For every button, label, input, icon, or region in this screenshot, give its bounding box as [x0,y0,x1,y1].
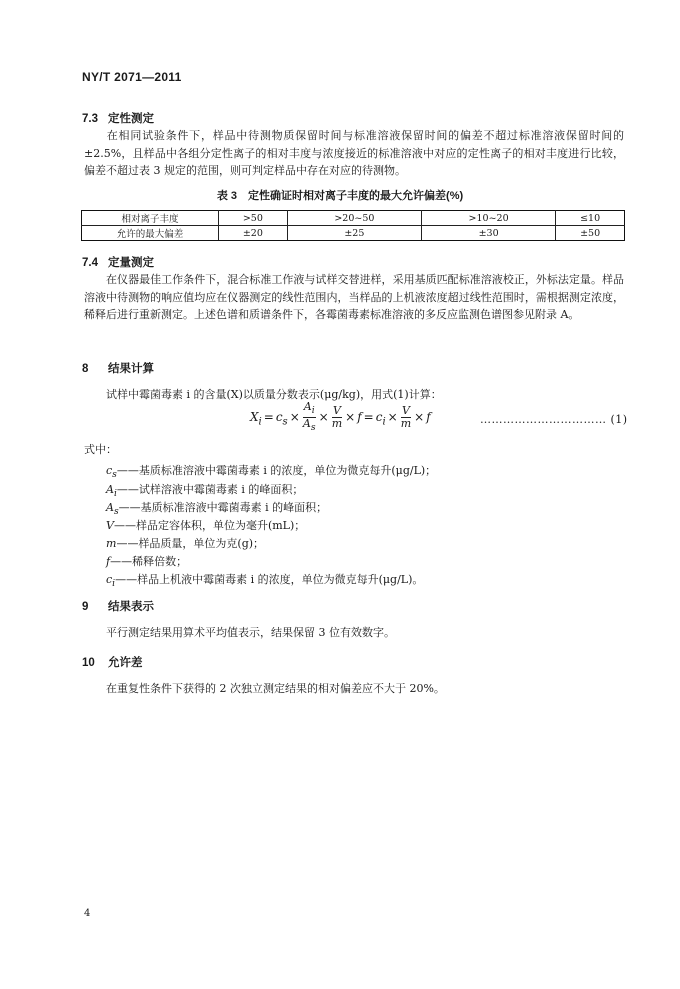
section-7-4-number: 7.4 [82,257,98,269]
legend-item: $A_i——$试样溶液中霉菌毒素 i 的峰面积； [106,483,304,500]
legend-item: $A_s——$基质标准溶液中霉菌毒素 i 的峰面积； [106,501,328,518]
section-7-3-title: 定性测定 [108,113,154,125]
section-10-heading [82,654,143,670]
section-8-title: 结果计算 [108,363,154,375]
legend-item: f——稀释倍数； [106,555,188,568]
legend-item: m——样品质量，单位为克(g)； [106,537,265,550]
table-3 [81,210,625,241]
table-cell: 允许的最大偏差 [82,226,219,241]
section-7-3-text: 在相同试验条件下，样品中待测物质保留时间与标准溶液保留时间的偏差不超过标准溶液保留时间的±2.5%，且样品中各组分定性离子的相对丰度与浓度接近的标准溶液中对应的定性离子的相对丰度进行比较，偏差不超过表 3 规定的范围，则可判定样品中存在对应的待测物。 [84,129,624,177]
legend-item: $c_i——$样品上机液中霉菌毒素 i 的浓度，单位为微克每升(μg/L)。 [106,573,424,590]
legend-desc: ——样品质量，单位为克(g)； [116,537,265,550]
section-9-heading [82,598,154,614]
table-cell: 相对离子丰度 [82,211,219,226]
section-9-title: 结果表示 [108,601,154,613]
page-number: 4 [84,908,91,919]
section-9-text: 平行测定结果用算术平均值表示，结果保留 3 位有效数字。 [106,626,395,639]
section-7-4-title: 定量测定 [108,257,154,269]
table-cell: >10~20 [421,211,555,226]
table-row [82,211,625,226]
standard-number-header: NY/T 2071—2011 [82,70,182,84]
table-cell: >50 [219,211,288,226]
section-7-4-text: 在仪器最佳工作条件下，混合标准工作液与试样交替进样，采用基质匹配标准溶液校正，外标法定量。样品溶液中待测物的响应值均应在仪器测定的线性范围内，当样品的上机液浓度超过线性范围时，需根据测定浓度，稀释后进行重新测定。上述色谱和质谱条件下，各霉菌毒素标准溶液的多反应监测色谱图参见附录 A。 [84,273,624,321]
formula-1: $X_i = c_s$ × $\frac{A_i}{A_s}$ × $\frac{V}{m}$ × $f = c_i$ × $\frac{V}{m}$ × f [250,400,431,434]
section-7-3-number: 7.3 [82,113,98,125]
section-7-4-paragraph [84,271,624,324]
equation-number: …………………………… (1) [480,413,628,426]
legend-desc: ——样品定容体积，单位为毫升(mL)； [113,519,306,532]
legend-desc: ——基质标准溶液中霉菌毒素 i 的浓度，单位为微克每升(μg/L)； [116,464,437,477]
section-10-text: 在重复性条件下获得的 2 次独立测定结果的相对偏差应不大于 20%。 [106,682,445,695]
section-8-intro: 试样中霉菌毒素 i 的含量(X)以质量分数表示(μg/kg)，用式(1)计算： [106,388,442,401]
table-3-caption: 表 3 定性确证时相对离子丰度的最大允许偏差(%) [216,190,464,202]
table-cell: ±20 [219,226,288,241]
table-cell: ±25 [287,226,421,241]
where-label: 式中： [84,443,117,456]
section-7-4-heading [82,254,154,270]
legend-item: V——样品定容体积，单位为毫升(mL)； [106,519,306,532]
table-row [82,226,625,241]
legend-desc: ——稀释倍数； [110,555,188,568]
section-8-heading [82,360,154,376]
legend-item: $c_s——$基质标准溶液中霉菌毒素 i 的浓度，单位为微克每升(μg/L)； [106,464,437,481]
table-cell: ±30 [421,226,555,241]
table-cell: >20~50 [287,211,421,226]
legend-desc: ——样品上机液中霉菌毒素 i 的浓度，单位为微克每升(μg/L)。 [115,573,424,586]
section-10-number: 10 [82,657,95,669]
section-10-title: 允许差 [108,657,143,669]
section-8-number: 8 [82,363,89,375]
table-cell: ±50 [556,226,625,241]
section-9-number: 9 [82,601,89,613]
legend-desc: ——基质标准溶液中霉菌毒素 i 的峰面积； [118,501,328,514]
section-7-3-paragraph [84,127,624,180]
section-7-3-heading [82,110,154,126]
table-cell: ≤10 [556,211,625,226]
legend-desc: ——试样溶液中霉菌毒素 i 的峰面积； [116,483,304,496]
